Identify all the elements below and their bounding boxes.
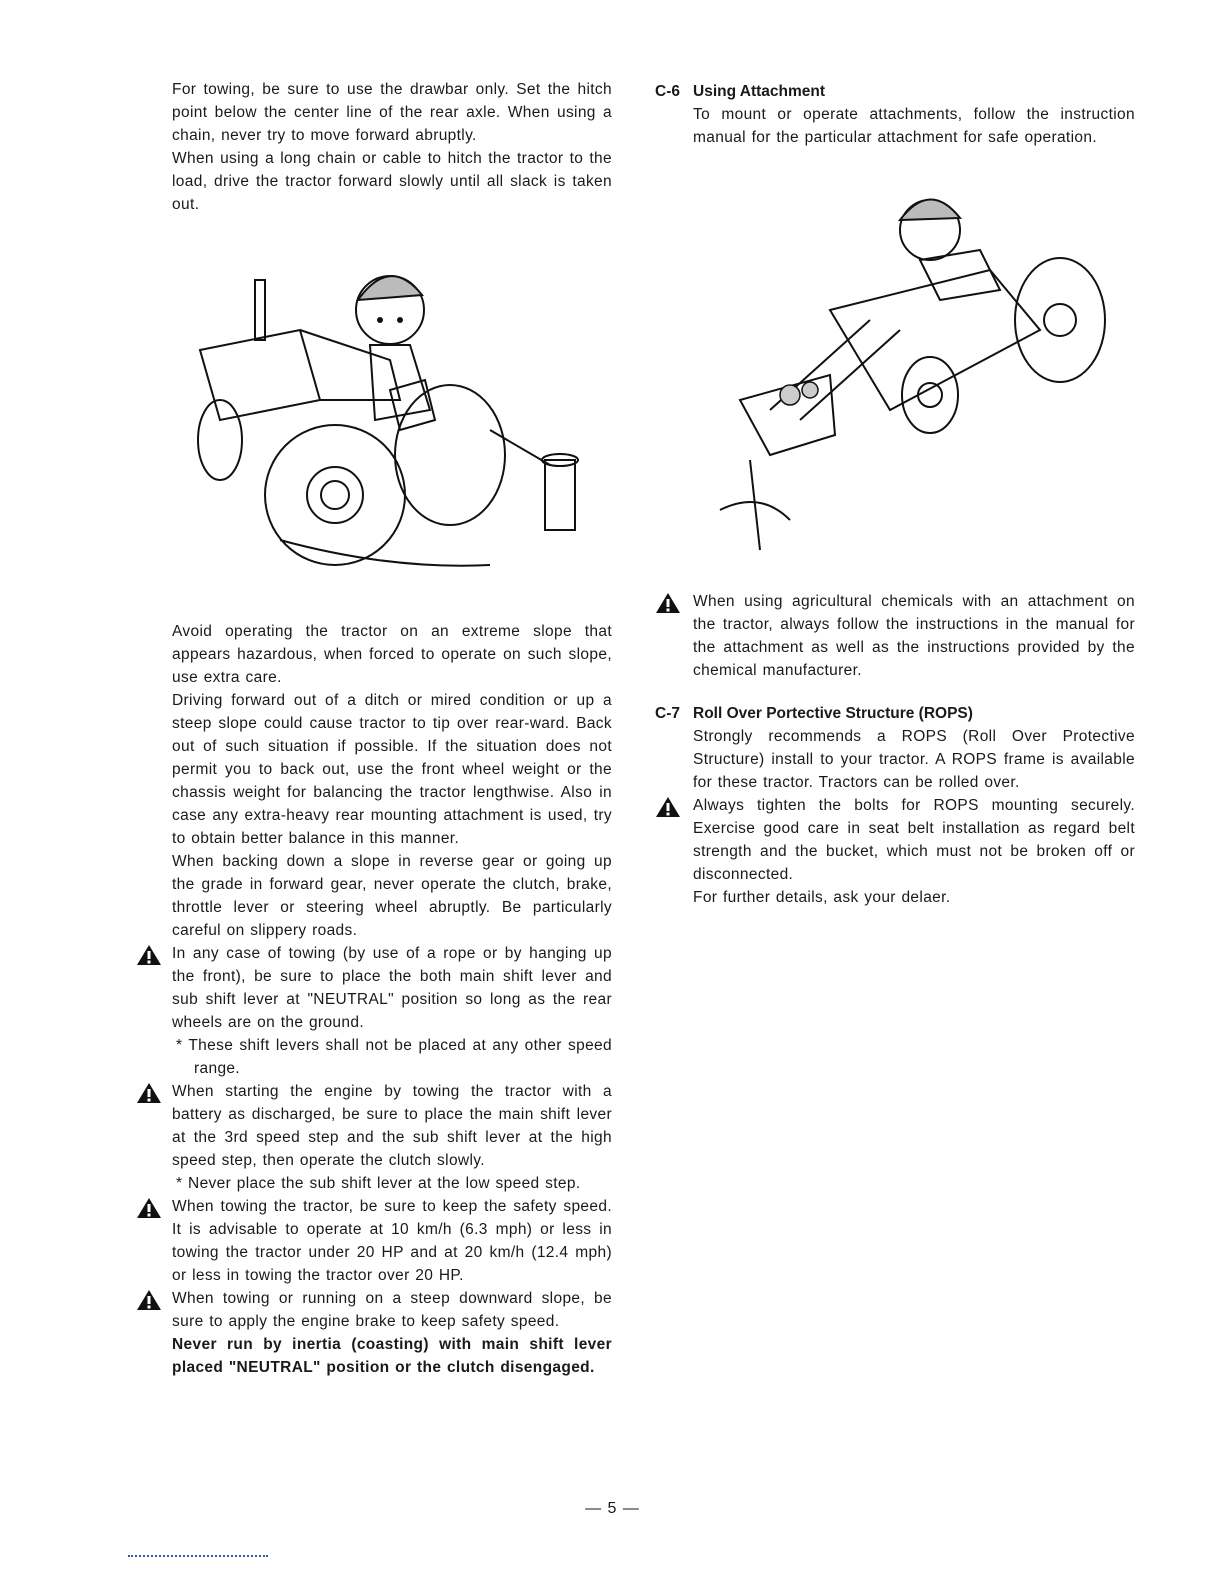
note-starting: * Never place the sub shift lever at the low speed step. (176, 1175, 581, 1192)
section-c7-text: Strongly recommends a ROPS (Roll Over Protective Structure) install to your tractor. A ROPS frame is available for these tractor. Tractors can be rolled over. (693, 728, 1135, 791)
warning-triangle-icon (136, 1082, 162, 1104)
warning-speed (172, 1195, 612, 1287)
warning-rops (655, 794, 1135, 886)
page-number: — 5 — (585, 1500, 640, 1517)
warning-chemicals-text: When using agricultural chemicals with an attachment on the tractor, always follow the instructions in the manual for the attachment as well as the instructions provided by the chemical manufacturer. (693, 593, 1135, 679)
warning-triangle-icon (136, 944, 162, 966)
warning-towing (172, 942, 612, 1034)
intro-paragraph-1: For towing, be sure to use the drawbar only. Set the hitch point below the center line of the rear axle. When using a chain, never try to move forward abruptly. (172, 81, 612, 144)
section-c6-text: To mount or operate attachments, follow the instruction manual for the particular attachment for safe operation. (693, 106, 1135, 146)
warning-rops-text: Always tighten the bolts for ROPS mounting securely. Exercise good care in seat belt installation as regard belt strength and the bucket, which must not be broken off or disconnected. (693, 797, 1135, 883)
warning-starting-text: When starting the engine by towing the tractor with a battery as discharged, be sure to place the main shift lever at the 3rd speed step and the sub shift lever at the high speed step, then operate the clutch slowly. (172, 1083, 612, 1169)
bold-warning: Never run by inertia (coasting) with main shift lever placed "NEUTRAL" position or the clutch disengaged. (172, 1336, 612, 1376)
slope-paragraph-1: Avoid operating the tractor on an extreme slope that appears hazardous, when forced to operate on such slope, use extra care. (172, 623, 612, 686)
warning-starting (172, 1080, 612, 1172)
warning-downhill (172, 1287, 612, 1333)
warning-towing-text: In any case of towing (by use of a rope or by hanging up the front), be sure to place the both main shift lever and sub shift lever at "NEUTRAL" position so long as the rear wheels are on the ground. (172, 945, 612, 1031)
section-c7-title: Roll Over Portective Structure (ROPS) (693, 705, 973, 722)
section-c7-number: C-7 (655, 705, 680, 722)
section-c6-heading (655, 80, 1135, 103)
tractor-loader-illustration (660, 180, 1130, 570)
note-towing: * These shift levers shall not be placed at any other speed range. (176, 1037, 612, 1077)
section-c7-heading (655, 702, 1135, 725)
right-column-lower (655, 590, 1135, 909)
warning-chemicals (655, 590, 1135, 682)
further-details: For further details, ask your delaer. (693, 889, 951, 906)
warning-downhill-text: When towing or running on a steep downward slope, be sure to apply the engine brake to keep safety speed. (172, 1290, 612, 1330)
tractor-towing-illustration (160, 250, 615, 580)
warning-triangle-icon (655, 592, 681, 614)
left-column-lower (172, 620, 612, 1379)
section-c6-title: Using Attachment (693, 83, 826, 100)
intro-paragraph-2: When using a long chain or cable to hitch the tractor to the load, drive the tractor forward slowly until all slack is taken out. (172, 150, 612, 213)
warning-speed-text: When towing the tractor, be sure to keep the safety speed. It is advisable to operate at 10 km/h (6.3 mph) or less in towing the tractor under 20 HP and at 20 km/h (12.4 mph) or less in towing the tractor over 20 HP. (172, 1198, 612, 1284)
section-c6-number: C-6 (655, 83, 680, 100)
right-column (655, 80, 1135, 149)
warning-triangle-icon (136, 1197, 162, 1219)
slope-paragraph-2: Driving forward out of a ditch or mired condition or up a steep slope could cause tractor to tip over rear-ward. Back out of such situation if possible. If the situation does not permit you to back out, use the front wheel weight or the chassis weight for balancing the tractor lengthwise. Also in case any extra-heavy rear mounting attachment is used, try to obtain better balance in this manner. (172, 692, 612, 847)
divider (128, 1555, 268, 1557)
warning-triangle-icon (136, 1289, 162, 1311)
slope-paragraph-3: When backing down a slope in reverse gear or going up the grade in forward gear, never operate the clutch, brake, throttle lever or steering wheel abruptly. Be particularly careful on slippery roads. (172, 853, 612, 939)
left-column (172, 78, 612, 216)
warning-triangle-icon (655, 796, 681, 818)
